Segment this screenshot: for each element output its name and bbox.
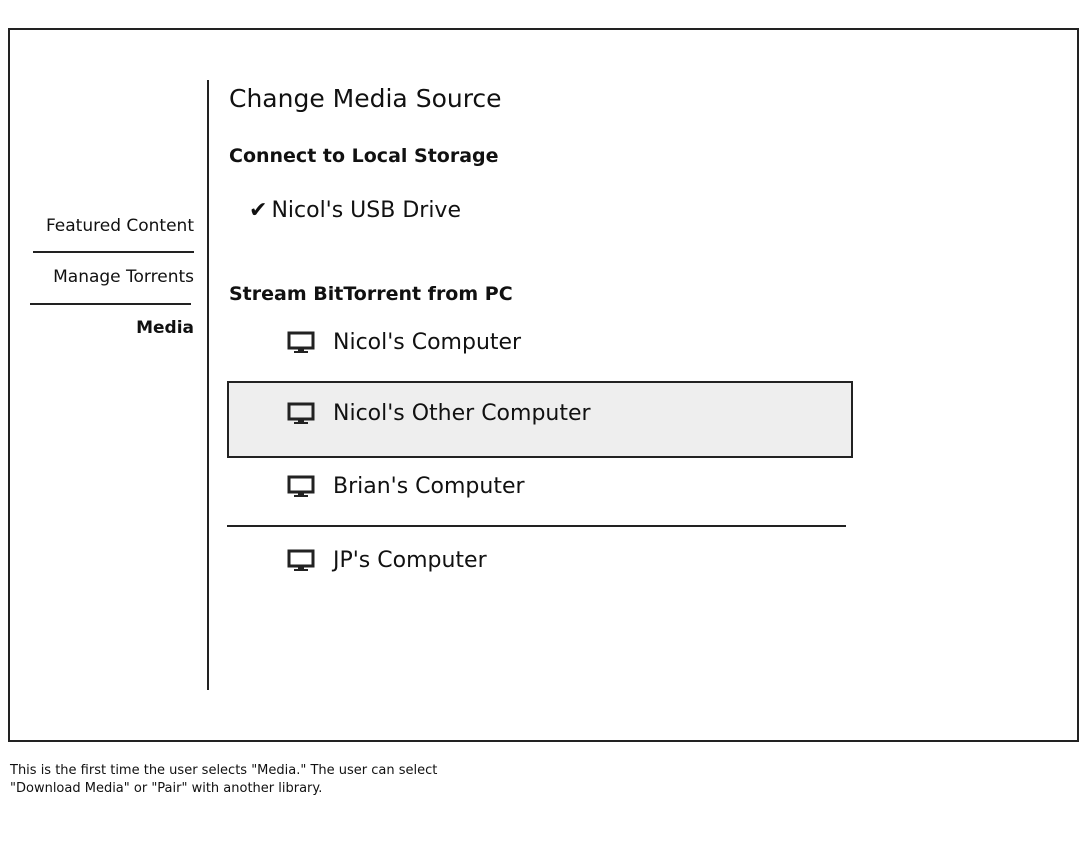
page-title: Change Media Source (229, 84, 502, 113)
computer-item-selected[interactable] (286, 401, 591, 426)
computer-item-label: Nicol's Other Computer (333, 401, 591, 426)
sidebar-item-featured-content[interactable]: Featured Content (45, 216, 194, 236)
sidebar-vertical-divider (207, 80, 209, 690)
checkmark-icon: ✔ (249, 198, 268, 223)
sidebar-divider-line (30, 303, 191, 305)
monitor-icon (286, 402, 316, 426)
local-storage-item-usb-drive[interactable] (249, 198, 461, 223)
computer-item[interactable] (286, 330, 521, 355)
computer-item[interactable] (286, 548, 487, 573)
monitor-icon (286, 549, 316, 573)
stream-bittorrent-heading: Stream BitTorrent from PC (229, 283, 513, 305)
computer-item-label: Nicol's Computer (333, 330, 522, 355)
sidebar-item-media[interactable]: Media (136, 318, 194, 338)
sidebar-item-manage-torrents[interactable]: Manage Torrents (53, 267, 194, 287)
sidebar-divider-line (33, 251, 194, 253)
computer-item-label: Brian's Computer (333, 474, 525, 499)
local-storage-heading: Connect to Local Storage (229, 145, 499, 167)
computer-item-label: JP's Computer (333, 548, 487, 573)
annotation-note: This is the first time the user selects "Media." The user can select "Download Media" or "Pair" with another library. (10, 763, 438, 796)
computer-item[interactable] (286, 474, 525, 499)
list-divider-line (227, 525, 846, 527)
monitor-icon (286, 475, 316, 499)
usb-drive-label: Nicol's USB Drive (271, 198, 461, 223)
monitor-icon (286, 331, 316, 355)
